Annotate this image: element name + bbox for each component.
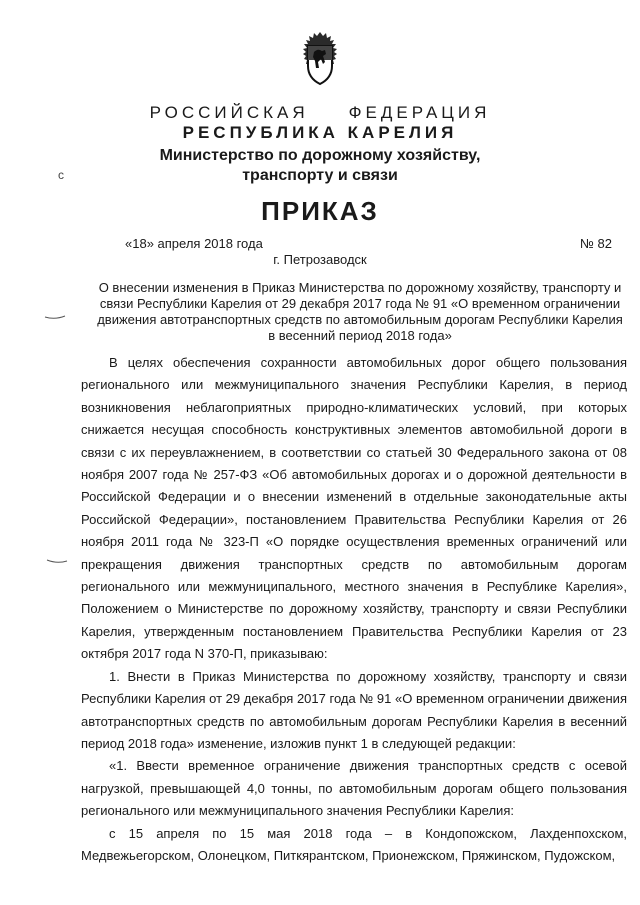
document-body <box>81 352 627 867</box>
document-city: г. Петрозаводск <box>273 252 367 267</box>
header-country-part2: ФЕДЕРАЦИЯ <box>348 103 491 122</box>
header-country-part1: РОССИЙСКАЯ <box>149 103 309 122</box>
margin-scratch-icon <box>44 314 66 320</box>
header-republic: РЕСПУБЛИКА КАРЕЛИЯ <box>182 123 458 142</box>
document-date: «18» апреля 2018 года <box>125 236 263 251</box>
header-ministry-line2: транспорту и связи <box>242 167 398 184</box>
coat-of-arms-icon <box>296 30 344 88</box>
margin-scratch-icon <box>46 558 68 564</box>
document-subject: О внесении изменения в Приказ Министерства по дорожному хозяйству, транспорту и связи Республики Карелия от 29 декабря 2017 года № 91 «О временном ограничении движения автотранспортных средств по автомобильным дорогам Республики Карелия в весенний период 2018 года» <box>97 280 623 343</box>
body-paragraph-item1: 1. Внести в Приказ Министерства по дорожному хозяйству, транспорту и связи Республики Карелия от 29 декабря 2017 года № 91 «О временном ограничении движения автотранспортных средств по автомобильным дорогам Республики Карелия в весенний период 2018 года» изменение, изложив пункт 1 в следующей редакции: <box>81 668 627 751</box>
header-ministry-line1: Министерство по дорожному хозяйству, <box>159 147 481 164</box>
document-number: № 82 <box>580 236 613 251</box>
document-type-title: ПРИКАЗ <box>261 196 379 226</box>
body-paragraph-dates: с 15 апреля по 15 мая 2018 года – в Кондопожском, Лахденпохском, Медвежьегорском, Олонецком, Питкярантском, Прионежском, Пряжинском, Пудожском, <box>81 825 627 863</box>
body-paragraph-new-item1: «1. Ввести временное ограничение движения транспортных средств с осевой нагрузкой, превышающей 4,0 тонны, по автомобильным дорогам общего пользования регионального или межмуниципального значения Республики Карелия: <box>81 758 627 819</box>
margin-mark: с <box>58 168 64 182</box>
header-country <box>0 103 640 123</box>
body-paragraph-preamble: В целях обеспечения сохранности автомобильных дорог общего пользования регионального или межмуниципального значения Республики Карелия, в период возникновения неблагоприятных природно-климатических условий, при которых снижается несущая способность конструктивных элементов автомобильной дороги в связи с их переувлажнением, в соответствии со статьей 30 Федерального закона от 08 ноября 2007 года № 257-ФЗ «Об автомобильных дорогах и о дорожной деятельности в Российской Федерации и о внесении изменений в отдельные законодательные акты Российской Федерации», постановлением Правительства Республики Карелия от 26 ноября 2011 года № 323-П «О порядке осуществления временных ограничений или прекращения движения транспортных средств по автомобильным дорогам регионального или межмуниципального, местного значения в Республике Карелия», Положением о Министерстве по дорожному хозяйству, транспорту и связи Республики Карелия, утвержденным постановлением Правительства Республики Карелия от 23 октября 2017 года N 370-П, приказываю: <box>81 355 627 662</box>
